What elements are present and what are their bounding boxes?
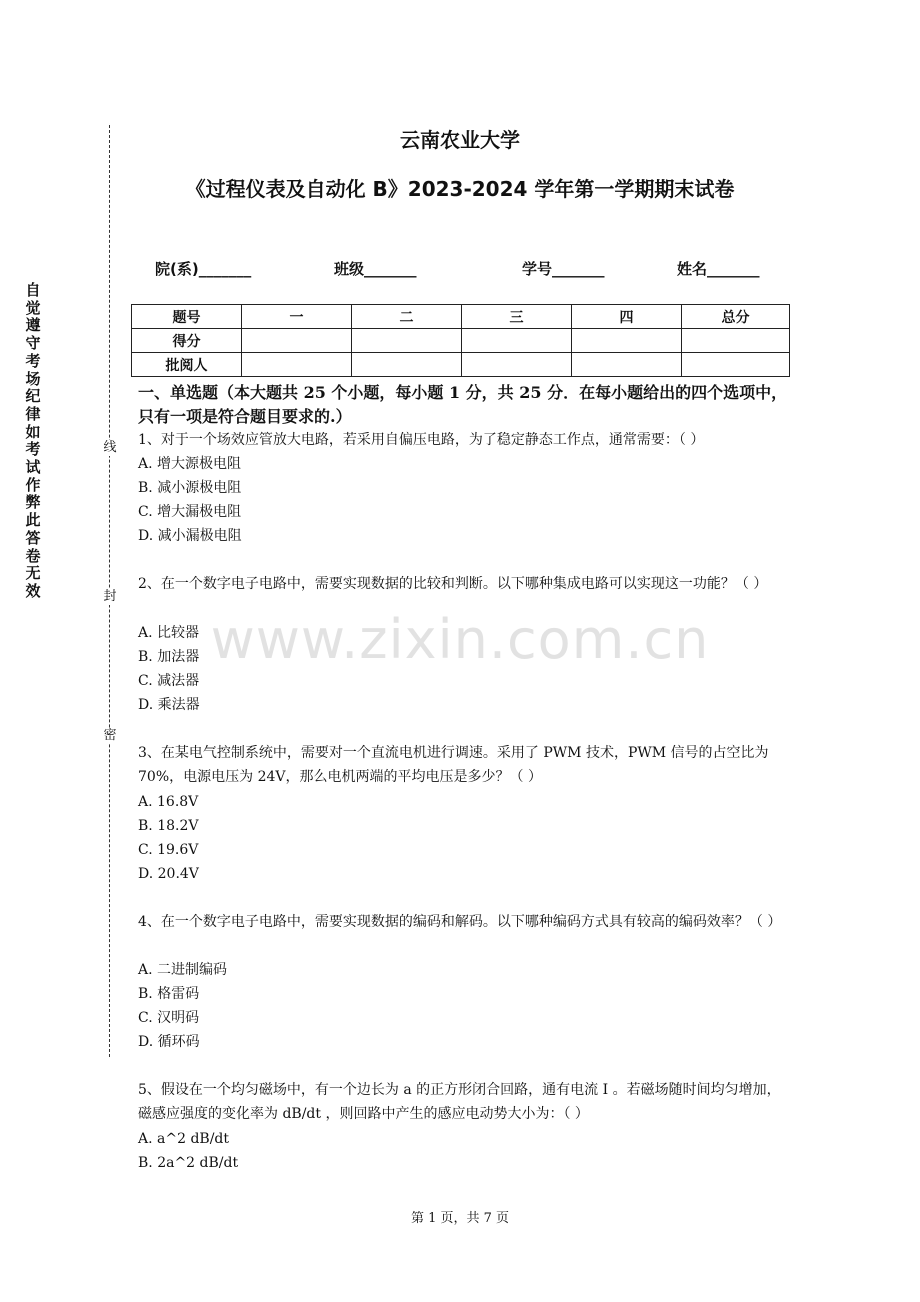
college-field: 院(系)_______ <box>155 260 252 278</box>
table-cell <box>462 329 572 353</box>
question-option: A. 增大源极电阻 <box>138 456 242 472</box>
table-cell: 题号 <box>132 305 242 329</box>
university-name: 云南农业大学 <box>400 128 520 152</box>
table-cell: 得分 <box>132 329 242 353</box>
table-cell <box>682 353 790 377</box>
seal-mark-seal: 封 <box>103 589 117 604</box>
table-cell: 二 <box>352 305 462 329</box>
question-option: B. 加法器 <box>138 649 200 665</box>
score-table <box>131 304 790 377</box>
question-option: C. 19.6V <box>138 842 199 858</box>
question-option: B. 2a^2 dB/dt <box>138 1155 239 1171</box>
table-cell <box>572 353 682 377</box>
name-field: 姓名_______ <box>677 260 760 278</box>
table-cell <box>242 353 352 377</box>
question-option: C. 汉明码 <box>138 1010 200 1026</box>
score-table-row <box>132 353 790 377</box>
class-field: 班级_______ <box>334 260 417 278</box>
table-cell: 一 <box>242 305 352 329</box>
question-option: B. 减小源极电阻 <box>138 480 242 496</box>
table-cell <box>352 353 462 377</box>
table-cell <box>572 329 682 353</box>
table-cell <box>352 329 462 353</box>
question-stem: 4、在一个数字电子电路中，需要实现数据的编码和解码。以下哪种编码方式具有较高的编码效率？（ ） <box>138 914 782 930</box>
watermark: www.zixin.com.cn <box>210 608 710 671</box>
student-id-field: 学号_______ <box>522 260 605 278</box>
question-option: A. 比较器 <box>138 625 200 641</box>
page-footer: 第 1 页，共 7 页 <box>410 1211 510 1226</box>
question-option: D. 20.4V <box>138 866 199 882</box>
question-option: A. a^2 dB/dt <box>138 1131 229 1147</box>
question-option: D. 减小漏极电阻 <box>138 528 242 544</box>
table-cell: 四 <box>572 305 682 329</box>
exam-rules-notice: 自觉遵守考场纪律如考试作弊此答卷无效 <box>25 281 41 600</box>
question-option: B. 格雷码 <box>138 986 200 1002</box>
table-cell: 总分 <box>682 305 790 329</box>
question-stem: 1、对于一个场效应管放大电路，若采用自偏压电路，为了稳定静态工作点，通常需要：（ ） <box>138 432 705 448</box>
table-cell: 批阅人 <box>132 353 242 377</box>
score-table-row <box>132 329 790 353</box>
section-heading: 一、单选题（本大题共 25 个小题，每小题 1 分，共 25 分．在每小题给出的四个选项中，只有一项是符合题目要求的.） <box>138 383 788 426</box>
question-stem: 2、在一个数字电子电路中，需要实现数据的比较和判断。以下哪种集成电路可以实现这一功能？（ ） <box>138 576 768 592</box>
exam-title: 《过程仪表及自动化 B》2023-2024 学年第一学期期末试卷 <box>185 177 735 201</box>
question-option: A. 16.8V <box>138 794 199 810</box>
question-option: D. 乘法器 <box>138 697 200 713</box>
seal-mark-secret: 密 <box>103 728 117 743</box>
question-stem: 3、在某电气控制系统中，需要对一个直流电机进行调速。采用了 PWM 技术，PWM 信号的占空比为 70%，电源电压为 24V，那么电机两端的平均电压是多少？（ ） <box>138 745 769 785</box>
question-stem: 5、假设在一个均匀磁场中，有一个边长为 a 的正方形闭合回路，通有电流 I 。若磁场随时间均匀增加，磁感应强度的变化率为 dB/dt ，则回路中产生的感应电动势大小为：（ ） <box>138 1082 781 1122</box>
question-option: C. 减法器 <box>138 673 200 689</box>
question-option: C. 增大漏极电阻 <box>138 504 242 520</box>
table-cell <box>242 329 352 353</box>
question-option: A. 二进制编码 <box>138 962 228 978</box>
table-cell <box>682 329 790 353</box>
table-cell <box>462 353 572 377</box>
question-option: B. 18.2V <box>138 818 199 834</box>
question-option: D. 循环码 <box>138 1034 200 1050</box>
seal-mark-line: 线 <box>103 440 117 455</box>
table-cell: 三 <box>462 305 572 329</box>
score-table-header-row <box>132 305 790 329</box>
